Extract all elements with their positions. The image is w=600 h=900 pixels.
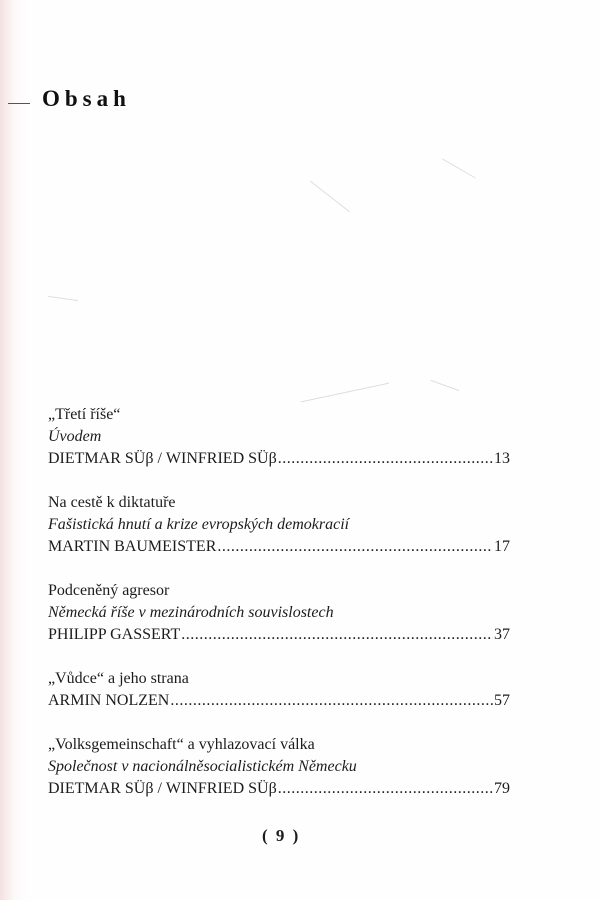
entry-author-row [48,690,510,712]
toc-entry [48,734,510,800]
entry-page-number: 13 [494,450,510,467]
entry-subtitle: Fašistická hnutí a krize evropských demokracií [48,516,350,533]
toc-entry [48,492,510,558]
entry-author-row [48,536,510,558]
entry-title: „Volksgemeinschaft“ a vyhlazovací válka [48,736,315,753]
entry-author: PHILIPP GASSERT [48,626,181,643]
dot-leader [170,690,493,712]
folio-page-number: ( 9 ) [262,826,301,845]
entry-page-number: 57 [494,692,510,709]
toc-entry [48,668,510,712]
scan-scuff [310,181,350,213]
entry-author: MARTIN BAUMEISTER [48,538,217,555]
entry-subtitle: Úvodem [48,428,102,445]
scan-scuff [431,380,460,391]
scan-scuff [301,383,389,403]
entry-subtitle: Německá říše v mezinárodních souvislostech [48,604,334,621]
toc-entry [48,404,510,470]
entry-title: „Vůdce“ a jeho strana [48,670,189,687]
entry-title: Podceněný agresor [48,582,170,599]
entry-page-number: 79 [494,780,510,797]
entry-author: ARMIN NOLZEN [48,692,170,709]
entry-page-number: 37 [494,626,510,643]
scan-scuff [442,159,475,179]
entry-title: „Třetí říše“ [48,406,121,423]
entry-title: Na cestě k diktatuře [48,494,176,511]
dot-leader [278,448,493,470]
margin-mark [8,103,30,104]
page-title: Obsah [42,86,131,111]
entry-author-row [48,778,510,800]
dot-leader [278,778,493,800]
table-of-contents [48,404,510,822]
dot-leader [217,536,493,558]
dot-leader [181,624,493,646]
entry-author: DIETMAR SÜβ / WINFRIED SÜβ [48,450,277,467]
entry-page-number: 17 [494,538,510,555]
scan-scuff [48,296,78,301]
entry-author-row [48,448,510,470]
entry-author: DIETMAR SÜβ / WINFRIED SÜβ [48,780,277,797]
toc-entry [48,580,510,646]
entry-subtitle: Společnost v nacionálněsocialistickém Německu [48,758,357,775]
entry-author-row [48,624,510,646]
